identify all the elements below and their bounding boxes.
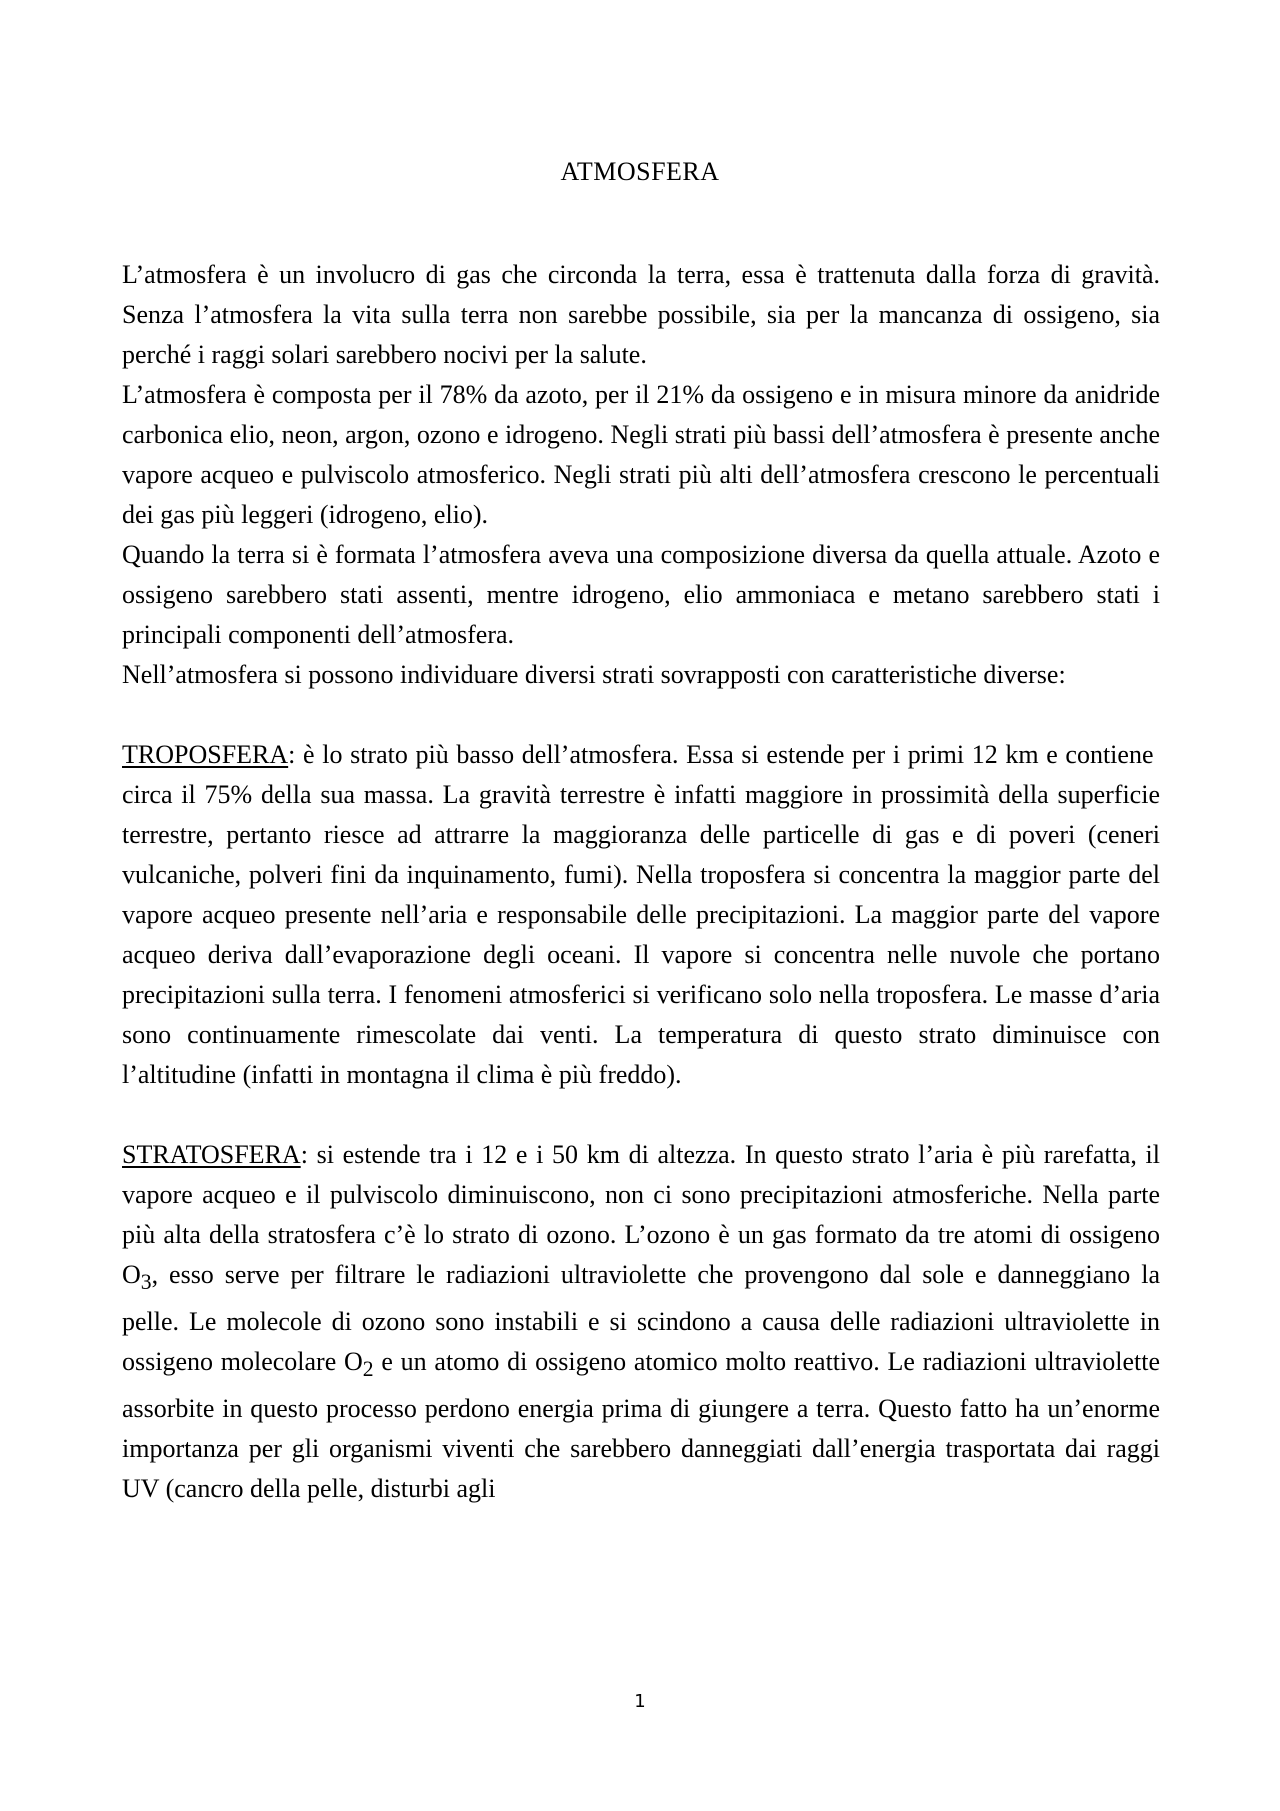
stratosfera-text-c: e un atomo di ossigeno atomico molto reattivo. Le radiazioni ultraviolette assorbite in questo processo perdono energia prima di giungere a terra. Questo fatto ha un’enorme importanza per gli organismi viventi che sarebbero danneggiati dall’energia trasportata dai raggi UV (cancro della pelle, disturbi agli xyxy=(122,1347,1160,1504)
paragraph-intro: L’atmosfera è un involucro di gas che circonda la terra, essa è trattenuta dalla forza di gravità. Senza l’atmosfera la vita sulla terra non sarebbe possibile, sia per la mancanza di ossigeno, sia perché i raggi solari sarebbero nocivi per la salute. xyxy=(122,260,1160,369)
document-body xyxy=(122,255,1160,1509)
stratosfera-text-a: : si estende tra i 12 e i 50 km di altezza. In questo strato l’aria è più rarefatta, il vapore acqueo e il pulviscolo diminuiscono, non ci sono precipitazioni atmosferiche. Nella parte più alta della stratosfera c’è lo strato di ozono. L’ozono è un gas formato da tre atomi di ossigeno O xyxy=(122,1140,1160,1289)
troposfera-text: : è lo strato più basso dell’atmosfera. Essa si estende per i primi 12 km e contiene circa il 75% della sua massa. La gravità terrestre è infatti maggiore in prossimità della superficie terrestre, pertanto riesce ad attrarre la maggioranza delle particelle di gas e di poveri (ceneri vulcaniche, polveri fini da inquinamento, fumi). Nella troposfera si concentra la maggior parte del vapore acqueo presente nell’aria e responsabile delle precipitazioni. La maggior parte del vapore acqueo deriva dall’evaporazione degli oceani. Il vapore si concentra nelle nuvole che portano precipitazioni sulla terra. I fenomeni atmosferici si verificano solo nella troposfera. Le masse d’aria sono continuamente rimescolate dai venti. La temperatura di questo strato diminuisce con l’altitudine (infatti in montagna il clima è più freddo). xyxy=(122,740,1160,1089)
stratosfera-text-b: , esso serve per filtrare le radiazioni ultraviolette che provengono dal sole e danneggiano la pelle. Le molecole di ozono sono instabili e si scindono a causa delle radiazioni ultraviolette in ossigeno molecolare O xyxy=(122,1260,1160,1377)
section-spacer xyxy=(122,1095,1160,1135)
paragraph-layers: Nell’atmosfera si possono individuare diversi strati sovrapposti con caratteristiche diverse: xyxy=(122,660,1066,689)
page-number: 1 xyxy=(634,1691,646,1712)
section-troposfera xyxy=(122,735,1160,1095)
section-stratosfera xyxy=(122,1135,1160,1509)
oxygen-subscript: 2 xyxy=(362,1357,374,1382)
section-spacer xyxy=(122,695,1160,735)
stratosfera-heading: STRATOSFERA xyxy=(122,1140,301,1169)
paragraph-composition: L’atmosfera è composta per il 78% da azoto, per il 21% da ossigeno e in misura minore da anidride carbonica elio, neon, argon, ozono e idrogeno. Negli strati più bassi dell’atmosfera è presente anche vapore acqueo e pulviscolo atmosferico. Negli strati più alti dell’atmosfera crescono le percentuali dei gas più leggeri (idrogeno, elio). xyxy=(122,380,1160,529)
ozone-subscript: 3 xyxy=(140,1270,152,1295)
page-title: ATMOSFERA xyxy=(560,157,720,186)
troposfera-heading: TROPOSFERA xyxy=(122,740,289,769)
paragraph-origin: Quando la terra si è formata l’atmosfera aveva una composizione diversa da quella attuale. Azoto e ossigeno sarebbero stati assenti, mentre idrogeno, elio ammoniaca e metano sarebbero stati i principali componenti dell’atmosfera. xyxy=(122,540,1160,649)
